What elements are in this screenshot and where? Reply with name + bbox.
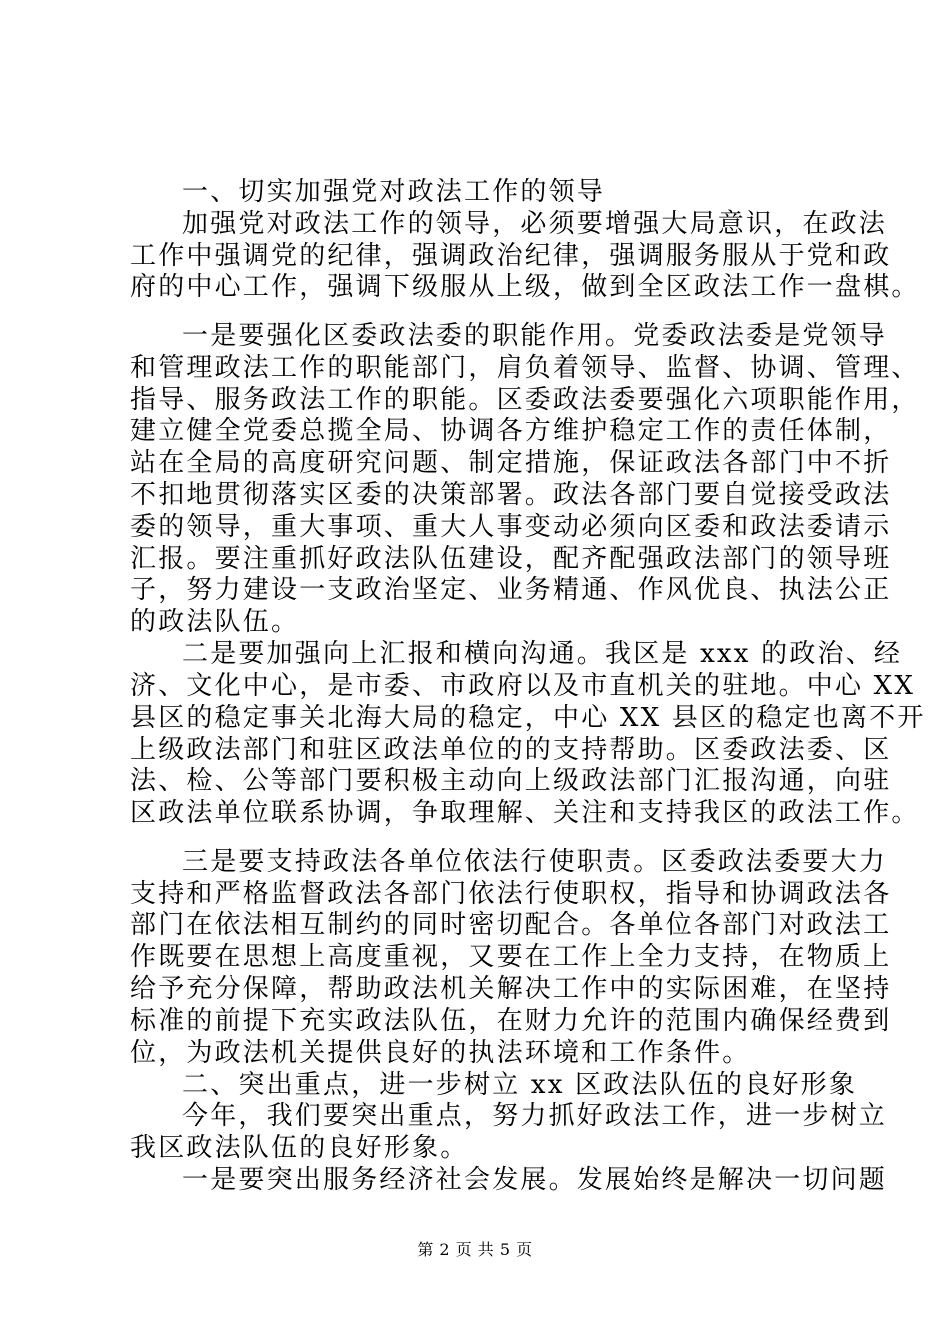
paragraph-line: 我区政法队伍的良好形象。 — [130, 1133, 469, 1163]
paragraph-line: 位，为政法机关提供良好的执法环境和工作条件。 — [130, 1038, 751, 1068]
section-heading-1: 一、切实加强党对政法工作的领导 — [182, 177, 606, 207]
paragraph-line: 指导、服务政法工作的职能。区委政法委要强化六项职能作用， — [130, 385, 920, 415]
paragraph-line: 上级政法部门和驻区政法单位的的支持帮助。区委政法委、区 — [130, 735, 892, 765]
paragraph-line: 建立健全党委总揽全局、协调各方维护稳定工作的责任体制， — [130, 416, 892, 446]
paragraph-line: 站在全局的高度研究问题、制定措施，保证政法各部门中不折 — [130, 448, 892, 478]
paragraph-line: 作既要在思想上高度重视，又要在工作上全力支持，在物质上 — [130, 942, 892, 972]
page-footer: 第 2 页 共 5 页 — [417, 1240, 533, 1259]
paragraph-line: 子，努力建设一支政治坚定、业务精通、作风优良、执法公正 — [130, 575, 892, 605]
paragraph-line: 委的领导，重大事项、重大人事变动必须向区委和政法委请示 — [130, 512, 892, 542]
paragraph-line: 一是要突出服务经济社会发展。发展始终是解决一切问题 — [182, 1165, 888, 1195]
paragraph-line: 不扣地贯彻落实区委的决策部署。政法各部门要自觉接受政法 — [130, 480, 892, 510]
section-heading-2: 二、突出重点，进一步树立 xx 区政法队伍的良好形象 — [182, 1070, 858, 1100]
paragraph-line: 区政法单位联系协调，争取理解、关注和支持我区的政法工作。 — [130, 798, 920, 828]
paragraph-line: 今年，我们要突出重点，努力抓好政法工作，进一步树立 — [182, 1101, 888, 1131]
paragraph-line: 法、检、公等部门要积极主动向上级政法部门汇报沟通，向驻 — [130, 766, 892, 796]
paragraph-line: 工作中强调党的纪律，强调政治纪律，强调服务服从于党和政 — [130, 241, 892, 271]
paragraph-line: 县区的稳定事关北海大局的稳定，中心 XX 县区的稳定也离不开 — [130, 703, 926, 733]
paragraph-line: 一是要强化区委政法委的职能作用。党委政法委是党领导 — [182, 321, 888, 351]
paragraph-line: 三是要支持政法各单位依法行使职责。区委政法委要大力 — [182, 847, 888, 877]
paragraph-line: 给予充分保障，帮助政法机关解决工作中的实际困难，在坚持 — [130, 974, 892, 1004]
paragraph-line: 府的中心工作，强调下级服从上级，做到全区政法工作一盘棋。 — [130, 272, 920, 302]
paragraph-line: 部门在依法相互制约的同时密切配合。各单位各部门对政法工 — [130, 910, 892, 940]
paragraph-line: 支持和严格监督政法各部门依法行使职权，指导和协调政法各 — [130, 879, 892, 909]
paragraph-line: 汇报。要注重抓好政法队伍建设，配齐配强政法部门的领导班 — [130, 544, 892, 574]
paragraph-line: 加强党对政法工作的领导，必须要增强大局意识，在政法 — [182, 209, 888, 239]
paragraph-line: 济、文化中心，是市委、市政府以及市直机关的驻地。中心 XX — [130, 671, 916, 701]
paragraph-line: 二是要加强向上汇报和横向沟通。我区是 xxx 的政治、经 — [182, 639, 903, 669]
paragraph-line: 和管理政法工作的职能部门，肩负着领导、监督、协调、管理、 — [130, 353, 920, 383]
paragraph-line: 的政法队伍。 — [130, 607, 300, 637]
paragraph-line: 标准的前提下充实政法队伍，在财力允许的范围内确保经费到 — [130, 1006, 892, 1036]
